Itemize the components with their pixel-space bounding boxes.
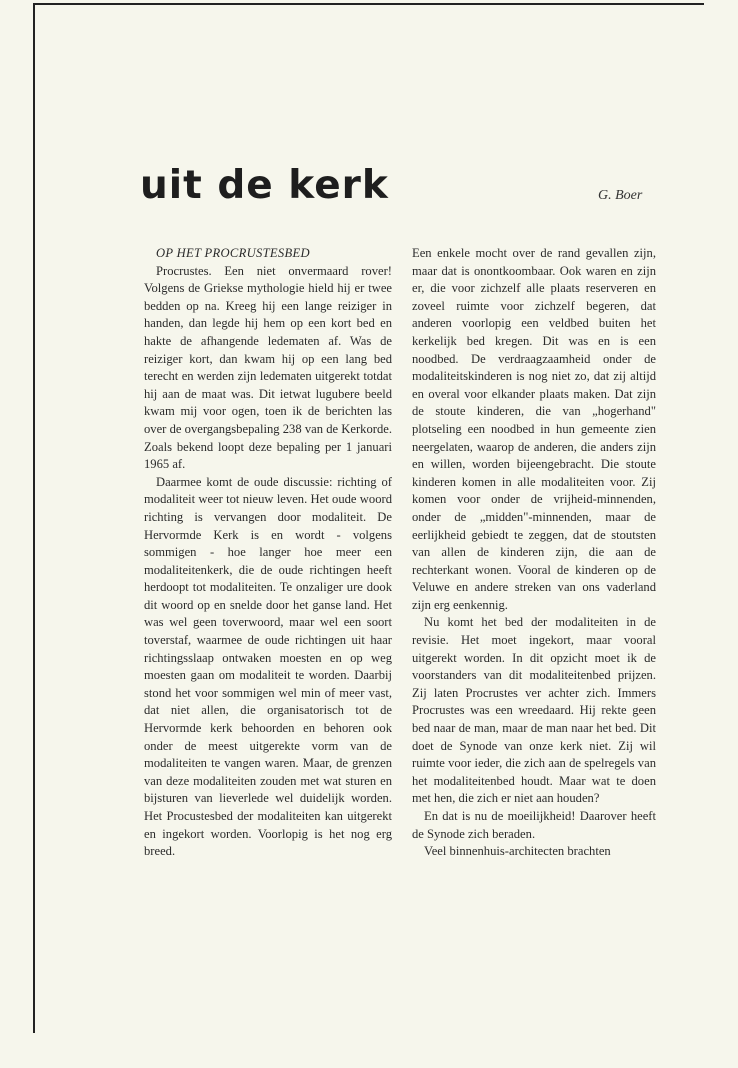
left-column	[144, 245, 392, 861]
paragraph: Daarmee komt de oude discussie: richting of modaliteit weer tot nieuw leven. Het oude woord richting is vervangen door modaliteit. De Hervormde Kerk is en wordt - volgens sommigen - hoe langer hoe meer een modaliteitenkerk, die de oude richtingen heeft herdoopt tot modaliteiten. Te onzaliger ure dook dit woord op en snelde door het ganse land. Het was wel geen toverwoord, maar wel een soort toverstaf, waarmee de oude richtingen uit haar richtingsslaap ontwaken moesten en op weg moesten gaan om modaliteit te worden. Daarbij stond het voor sommigen wel min of meer vast, dat niet allen, die organisatorisch tot de Hervormde kerk behoorden en behoren ook onder de meest uitgerekte vorm van de modaliteiten te vangen waren. Maar, de grenzen van deze modaliteiten zouden met wat sturen en bijsturen van lieverlede wel duidelijk worden. Het Procustesbed der modaliteiten kan uitgerekt en ingekort worden. Voorlopig is het nog erg breed.	[144, 474, 392, 859]
paragraph: Veel binnenhuis-architecten brachten	[424, 844, 611, 859]
author-name: G. Boer	[598, 188, 643, 203]
paragraph: Een enkele mocht over de rand gevallen zijn, maar dat is onontkoombaar. Ook waren en zijn er, die voor zichzelf alle plaats reserveren en zoveel ruimte voor zichzelf begeren, dat anderen voorlopig een veldbed buiten het kerkelijk bed kregen. Dit was en is een noodbed. De verdraagzaamheid onder de modaliteitskinderen is nog niet zo, dat zij altijd en overal voor elkander plaats maken. Dat zijn de stoute kinderen, die van „hogerhand" plotseling een noodbed in hun gemeente zien neergelaten, waarop de anderen, die anders zijn en willen, worden bijeengebracht. Die stoute kinderen komen in alle modaliteiten voor. Zij komen voor onder de vrijheid-minnenden, onder de „midden"-minnenden, maar de eerlijkheid gebiedt te zeggen, dat de stoutsten van allen de kinderen zijn, die aan de rechterkant wonen. Vooral de kinderen op de Veluwe en andere streken van ons vaderland zijn erg eenkennig.	[412, 246, 656, 612]
paragraph: En dat is nu de moeilijkheid! Daarover heeft de Synode zich beraden.	[412, 809, 656, 841]
section-title: uit de kerk	[140, 163, 389, 208]
paragraph: Procrustes. Een niet onvermaard rover! Volgens de Griekse mythologie hield hij er twee bedden op na. Kreeg hij een lange reiziger in handen, dan legde hij hem op een kort bed en hakte de afhangende ledematen af. Was de reiziger kort, dan kwam hij op een lang bed terecht en werden zijn ledematen uitgerekt totdat hij aan de maat was. Dit ietwat lugubere beeld kwam mij voor ogen, toen ik de berichten las over de overgangsbepaling 238 van de Kerkorde. Zoals bekend loopt deze bepaling per 1 januari 1965 af.	[144, 263, 392, 472]
paragraph: Nu komt het bed der modaliteiten in de revisie. Het moet ingekort, maar vooral uitgerekt worden. In dit opzicht moet ik de voorstanders van dit modaliteitenbed prijzen. Zij laten Procrustes ver achter zich. Immers Procrustes was een wreedaard. Hij rekte geen bed naar de man, maar de man naar het bed. Dit doet de Synode van onze kerk niet. Zij wil ruimte voor ieder, die zich aan de spelregels van het modaliteitenbed houdt. Maar wat te doen met hen, die zich er niet aan houden?	[412, 615, 656, 806]
left-border	[33, 3, 35, 1033]
top-border	[33, 3, 704, 5]
article-heading: OP HET PROCRUSTESBED	[156, 246, 310, 260]
right-column	[412, 245, 656, 861]
